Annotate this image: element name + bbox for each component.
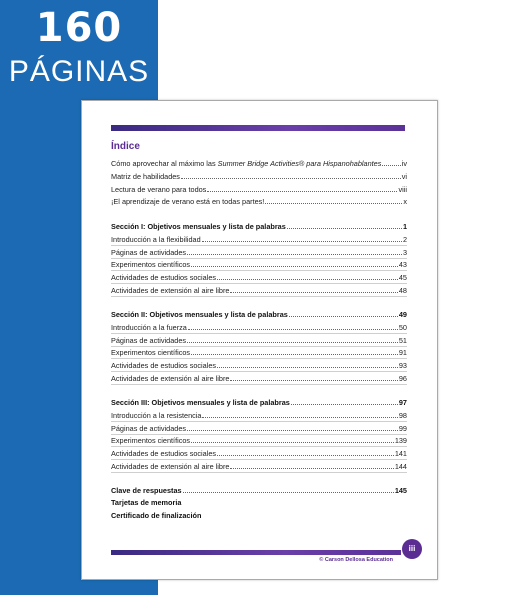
toc-leader-dots xyxy=(287,220,402,229)
toc-entry xyxy=(111,510,407,522)
toc-entry-label: Actividades de estudios sociales xyxy=(111,273,217,283)
toc-entry-page: iv xyxy=(401,159,407,168)
toc-entry xyxy=(111,334,407,347)
toc-entry-page: 93 xyxy=(398,361,407,371)
toc-entry-page: 49 xyxy=(398,310,407,319)
toc-entry-page: 50 xyxy=(398,322,407,332)
toc-entry xyxy=(111,447,407,460)
bottom-purple-bar xyxy=(111,550,401,555)
toc-leader-dots xyxy=(188,321,398,330)
toc-entry-label: Sección II: Objetivos mensuales y lista de palabras xyxy=(111,310,288,319)
toc-entry-label-text: Cómo aprovechar al máximo las xyxy=(111,159,218,168)
toc-entry xyxy=(111,233,407,246)
toc-leader-dots xyxy=(181,170,401,179)
toc-entry xyxy=(111,460,407,473)
toc-entry xyxy=(111,484,407,496)
toc-entry-label: ¡El aprendizaje de verano está en todas partes! xyxy=(111,197,265,207)
page-count-number: 160 xyxy=(35,5,123,51)
toc-entry xyxy=(111,321,407,334)
book-page xyxy=(81,100,438,580)
toc-entry-label: Páginas de actividades xyxy=(111,247,187,257)
toc-entry xyxy=(111,170,407,182)
toc-entry-label: Experimentos científicos xyxy=(111,436,191,446)
toc-leader-dots xyxy=(217,447,394,456)
toc-entry-label: Experimentos científicos xyxy=(111,260,191,270)
toc-entry-label: Páginas de actividades xyxy=(111,335,187,345)
toc-entry xyxy=(111,157,407,169)
toc-entry-label: Actividades de extensión al aire libre xyxy=(111,286,230,295)
toc-entry-page: viii xyxy=(398,184,407,194)
toc-entry-label: Matriz de habilidades xyxy=(111,171,180,181)
toc-entry-page: 45 xyxy=(398,273,407,283)
toc-entry-label: Certificado de finalización xyxy=(111,510,202,520)
toc-leader-dots xyxy=(207,183,397,192)
toc-entry-label: Clave de respuestas xyxy=(111,486,182,495)
toc-entry-label: Sección I: Objetivos mensuales y lista de palabras xyxy=(111,222,286,231)
toc-leader-dots xyxy=(187,246,402,255)
toc-entry-label: Páginas de actividades xyxy=(111,423,187,433)
toc-entry-label: Introducción a la fuerza xyxy=(111,322,187,332)
toc-leader-dots xyxy=(291,396,398,405)
toc-entry-page: 97 xyxy=(398,398,407,407)
toc-entry xyxy=(111,396,407,408)
toc-entry-label-title: Summer Bridge Activities® para Hispanohablantes xyxy=(217,159,382,168)
toc-entry xyxy=(111,372,407,385)
toc-entry-page: x xyxy=(403,197,407,207)
toc-entry-label: Sección III: Objetivos mensuales y lista de palabras xyxy=(111,398,290,407)
toc-entry-label: Actividades de extensión al aire libre xyxy=(111,462,230,471)
toc-entry-label: Actividades de estudios sociales xyxy=(111,449,217,459)
toc-leader-dots xyxy=(183,484,394,493)
toc-entry-label: Actividades de extensión al aire libre xyxy=(111,374,230,383)
toc-entry-label: Experimentos científicos xyxy=(111,348,191,358)
toc-entry-page: 145 xyxy=(394,486,407,495)
toc-entry xyxy=(111,346,407,359)
toc-leader-dots xyxy=(217,271,398,280)
toc-leader-dots xyxy=(230,460,393,469)
toc-entry xyxy=(111,220,407,232)
toc-entry-page: 43 xyxy=(398,260,407,270)
toc-entry xyxy=(111,183,407,195)
toc-entry-label: Introducción a la resistencia xyxy=(111,410,202,420)
toc-leader-dots xyxy=(230,284,397,293)
toc-leader-dots xyxy=(187,334,398,343)
toc-entry xyxy=(111,246,407,259)
toc-leader-dots xyxy=(202,409,397,418)
toc-entry-page: 1 xyxy=(402,222,407,231)
toc-entry xyxy=(111,359,407,372)
toc-entry xyxy=(111,497,407,509)
toc-entry-page: 98 xyxy=(398,410,407,420)
toc-entry-label: Lectura de verano para todos xyxy=(111,184,207,194)
index-heading: Índice xyxy=(111,141,140,152)
toc-entry xyxy=(111,308,407,320)
toc-leader-dots xyxy=(230,372,397,381)
page-number-badge: iii xyxy=(402,539,422,559)
toc-leader-dots xyxy=(191,346,398,355)
toc-leader-dots xyxy=(382,157,400,166)
toc-entry-page: 99 xyxy=(398,423,407,433)
toc-entry xyxy=(111,258,407,271)
toc-entry-page: vi xyxy=(401,171,407,181)
toc-entry-label: Tarjetas de memoria xyxy=(111,497,182,507)
toc-leader-dots xyxy=(191,434,394,443)
toc-entry-page: 91 xyxy=(398,348,407,358)
top-purple-bar xyxy=(111,125,405,131)
toc-leader-dots xyxy=(182,497,406,505)
toc-entry-page: 2 xyxy=(402,234,407,244)
toc-entry-page: 141 xyxy=(394,449,407,459)
toc-leader-dots xyxy=(289,308,398,317)
toc-entry-label: Introducción a la flexibilidad xyxy=(111,234,201,244)
toc-entry-page: 139 xyxy=(394,436,407,446)
toc-leader-dots xyxy=(202,510,406,518)
toc-leader-dots xyxy=(265,195,402,204)
toc-entry-label xyxy=(111,158,381,170)
toc-entry-page: 3 xyxy=(402,247,407,257)
toc-entry xyxy=(111,271,407,284)
toc-leader-dots xyxy=(191,258,398,267)
toc-leader-dots xyxy=(202,233,402,242)
toc-entry-page: 96 xyxy=(398,374,407,383)
toc-leader-dots xyxy=(217,359,398,368)
page-count-label: PÁGINAS xyxy=(8,55,150,88)
toc-entry xyxy=(111,434,407,447)
toc-leader-dots xyxy=(187,422,398,431)
toc-entry-page: 51 xyxy=(398,335,407,345)
copyright: © Carson Dellosa Education xyxy=(319,557,393,563)
toc-entry xyxy=(111,284,407,297)
toc-entry xyxy=(111,195,407,207)
toc-entry xyxy=(111,409,407,422)
toc-entry-label: Actividades de estudios sociales xyxy=(111,361,217,371)
toc-entry-page: 144 xyxy=(394,462,407,471)
toc-entry-page: 48 xyxy=(398,286,407,295)
toc-entry xyxy=(111,422,407,435)
